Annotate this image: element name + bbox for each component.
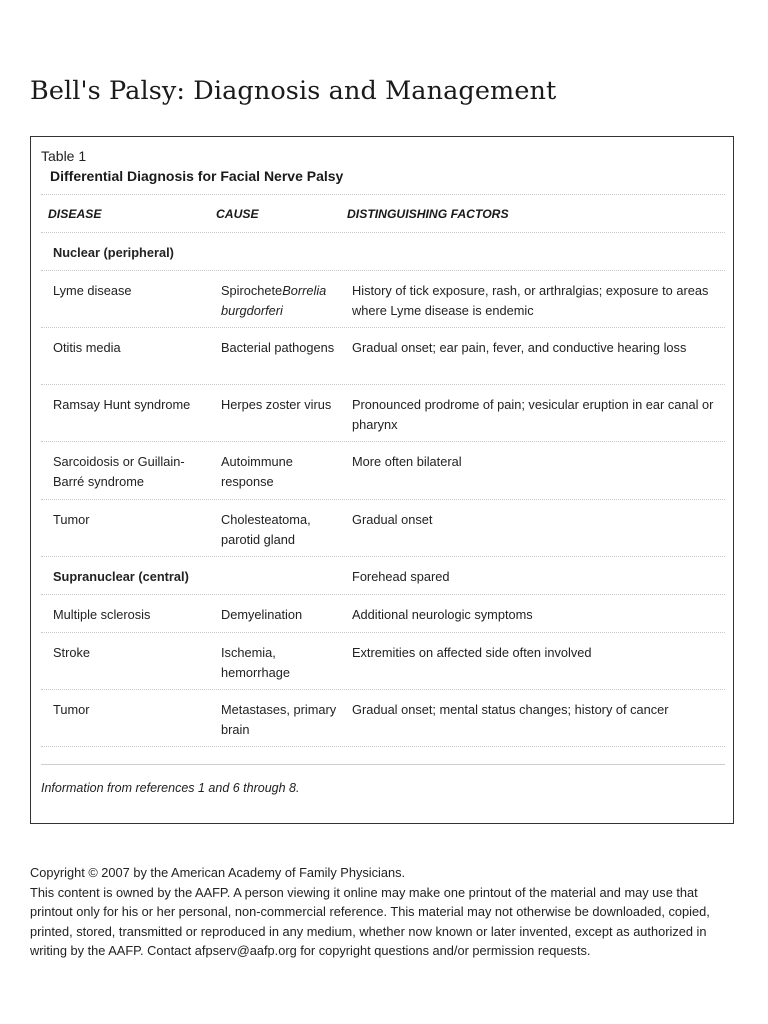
factors-cell: Forehead spared: [352, 569, 450, 584]
disease-cell: Multiple sclerosis: [53, 607, 151, 622]
disease-cell: Lyme disease: [53, 283, 132, 298]
table-row: [41, 595, 725, 633]
cause-cell: [221, 281, 341, 320]
table-caption: Differential Diagnosis for Facial Nerve Palsy: [50, 168, 344, 184]
table-section-row: [41, 233, 725, 271]
cause-cell: Cholesteatoma, parotid gland: [221, 512, 311, 547]
disease-cell: Stroke: [53, 645, 90, 660]
cause-organism: Borrelia burgdorferi: [221, 283, 327, 318]
page-title: Bell's Palsy: Diagnosis and Management: [30, 76, 557, 106]
factors-cell: Gradual onset; ear pain, fever, and conductive hearing loss: [352, 340, 687, 355]
factors-cell: Extremities on affected side often involved: [352, 645, 592, 660]
table-row: [41, 385, 725, 442]
table-row: [41, 690, 725, 747]
column-header-cause: CAUSE: [216, 207, 259, 221]
factors-cell: History of tick exposure, rash, or arthralgias; exposure to areas where Lyme disease is endemic: [352, 283, 709, 318]
factors-cell: Gradual onset; mental status changes; history of cancer: [352, 702, 669, 717]
disease-cell: Tumor: [53, 702, 90, 717]
section-label: Nuclear (peripheral): [53, 245, 174, 260]
table-footnote: Information from references 1 and 6 through 8.: [41, 781, 300, 795]
factors-cell: Gradual onset: [352, 512, 433, 527]
table-row: [41, 633, 725, 690]
factors-cell: Additional neurologic symptoms: [352, 607, 533, 622]
cause-cell: Bacterial pathogens: [221, 340, 335, 355]
cause-cell: Herpes zoster virus: [221, 397, 332, 412]
section-label: Supranuclear (central): [53, 569, 189, 584]
copyright-line: Copyright © 2007 by the American Academy of Family Physicians.: [30, 865, 406, 880]
factors-cell: Pronounced prodrome of pain; vesicular eruption in ear canal or pharynx: [352, 397, 714, 432]
disease-cell: Otitis media: [53, 340, 121, 355]
table-container: [30, 136, 734, 824]
column-header-disease: DISEASE: [48, 207, 102, 221]
copyright-terms: This content is owned by the AAFP. A person viewing it online may make one printout of the material and may use that printout only for his or her personal, non-commercial reference. This material may not otherwise be downloaded, copied, printed, stored, transmitted or reproduced in any medium, whether now known or later invented, except as authorized in writing by the AAFP. Contact afpserv@aafp.org for copyright questions and/or permission requests.: [30, 884, 710, 958]
disease-cell: Sarcoidosis or Guillain-Barré syndrome: [53, 454, 185, 489]
table-label: Table 1: [41, 148, 87, 164]
table-section-row: [41, 557, 725, 595]
cause-cell: Ischemia, hemorrhage: [221, 645, 291, 680]
cause-cell: Demyelination: [221, 607, 303, 622]
disease-cell: Tumor: [53, 512, 90, 527]
cause-cell: Metastases, primary brain: [221, 702, 337, 737]
cause-text: Spirochete: [221, 283, 283, 298]
footnote-divider: [41, 764, 725, 765]
factors-cell: More often bilateral: [352, 454, 462, 469]
table-header-row: [41, 195, 725, 233]
copyright-notice: [30, 863, 740, 961]
table-row: [41, 500, 725, 557]
differential-diagnosis-table: [41, 194, 725, 747]
cause-cell: Autoimmune response: [221, 454, 293, 489]
column-header-distinguishing-factors: DISTINGUISHING FACTORS: [347, 207, 509, 221]
table-row: [41, 271, 725, 328]
table-row: [41, 328, 725, 385]
table-row: [41, 442, 725, 500]
disease-cell: Ramsay Hunt syndrome: [53, 397, 191, 412]
